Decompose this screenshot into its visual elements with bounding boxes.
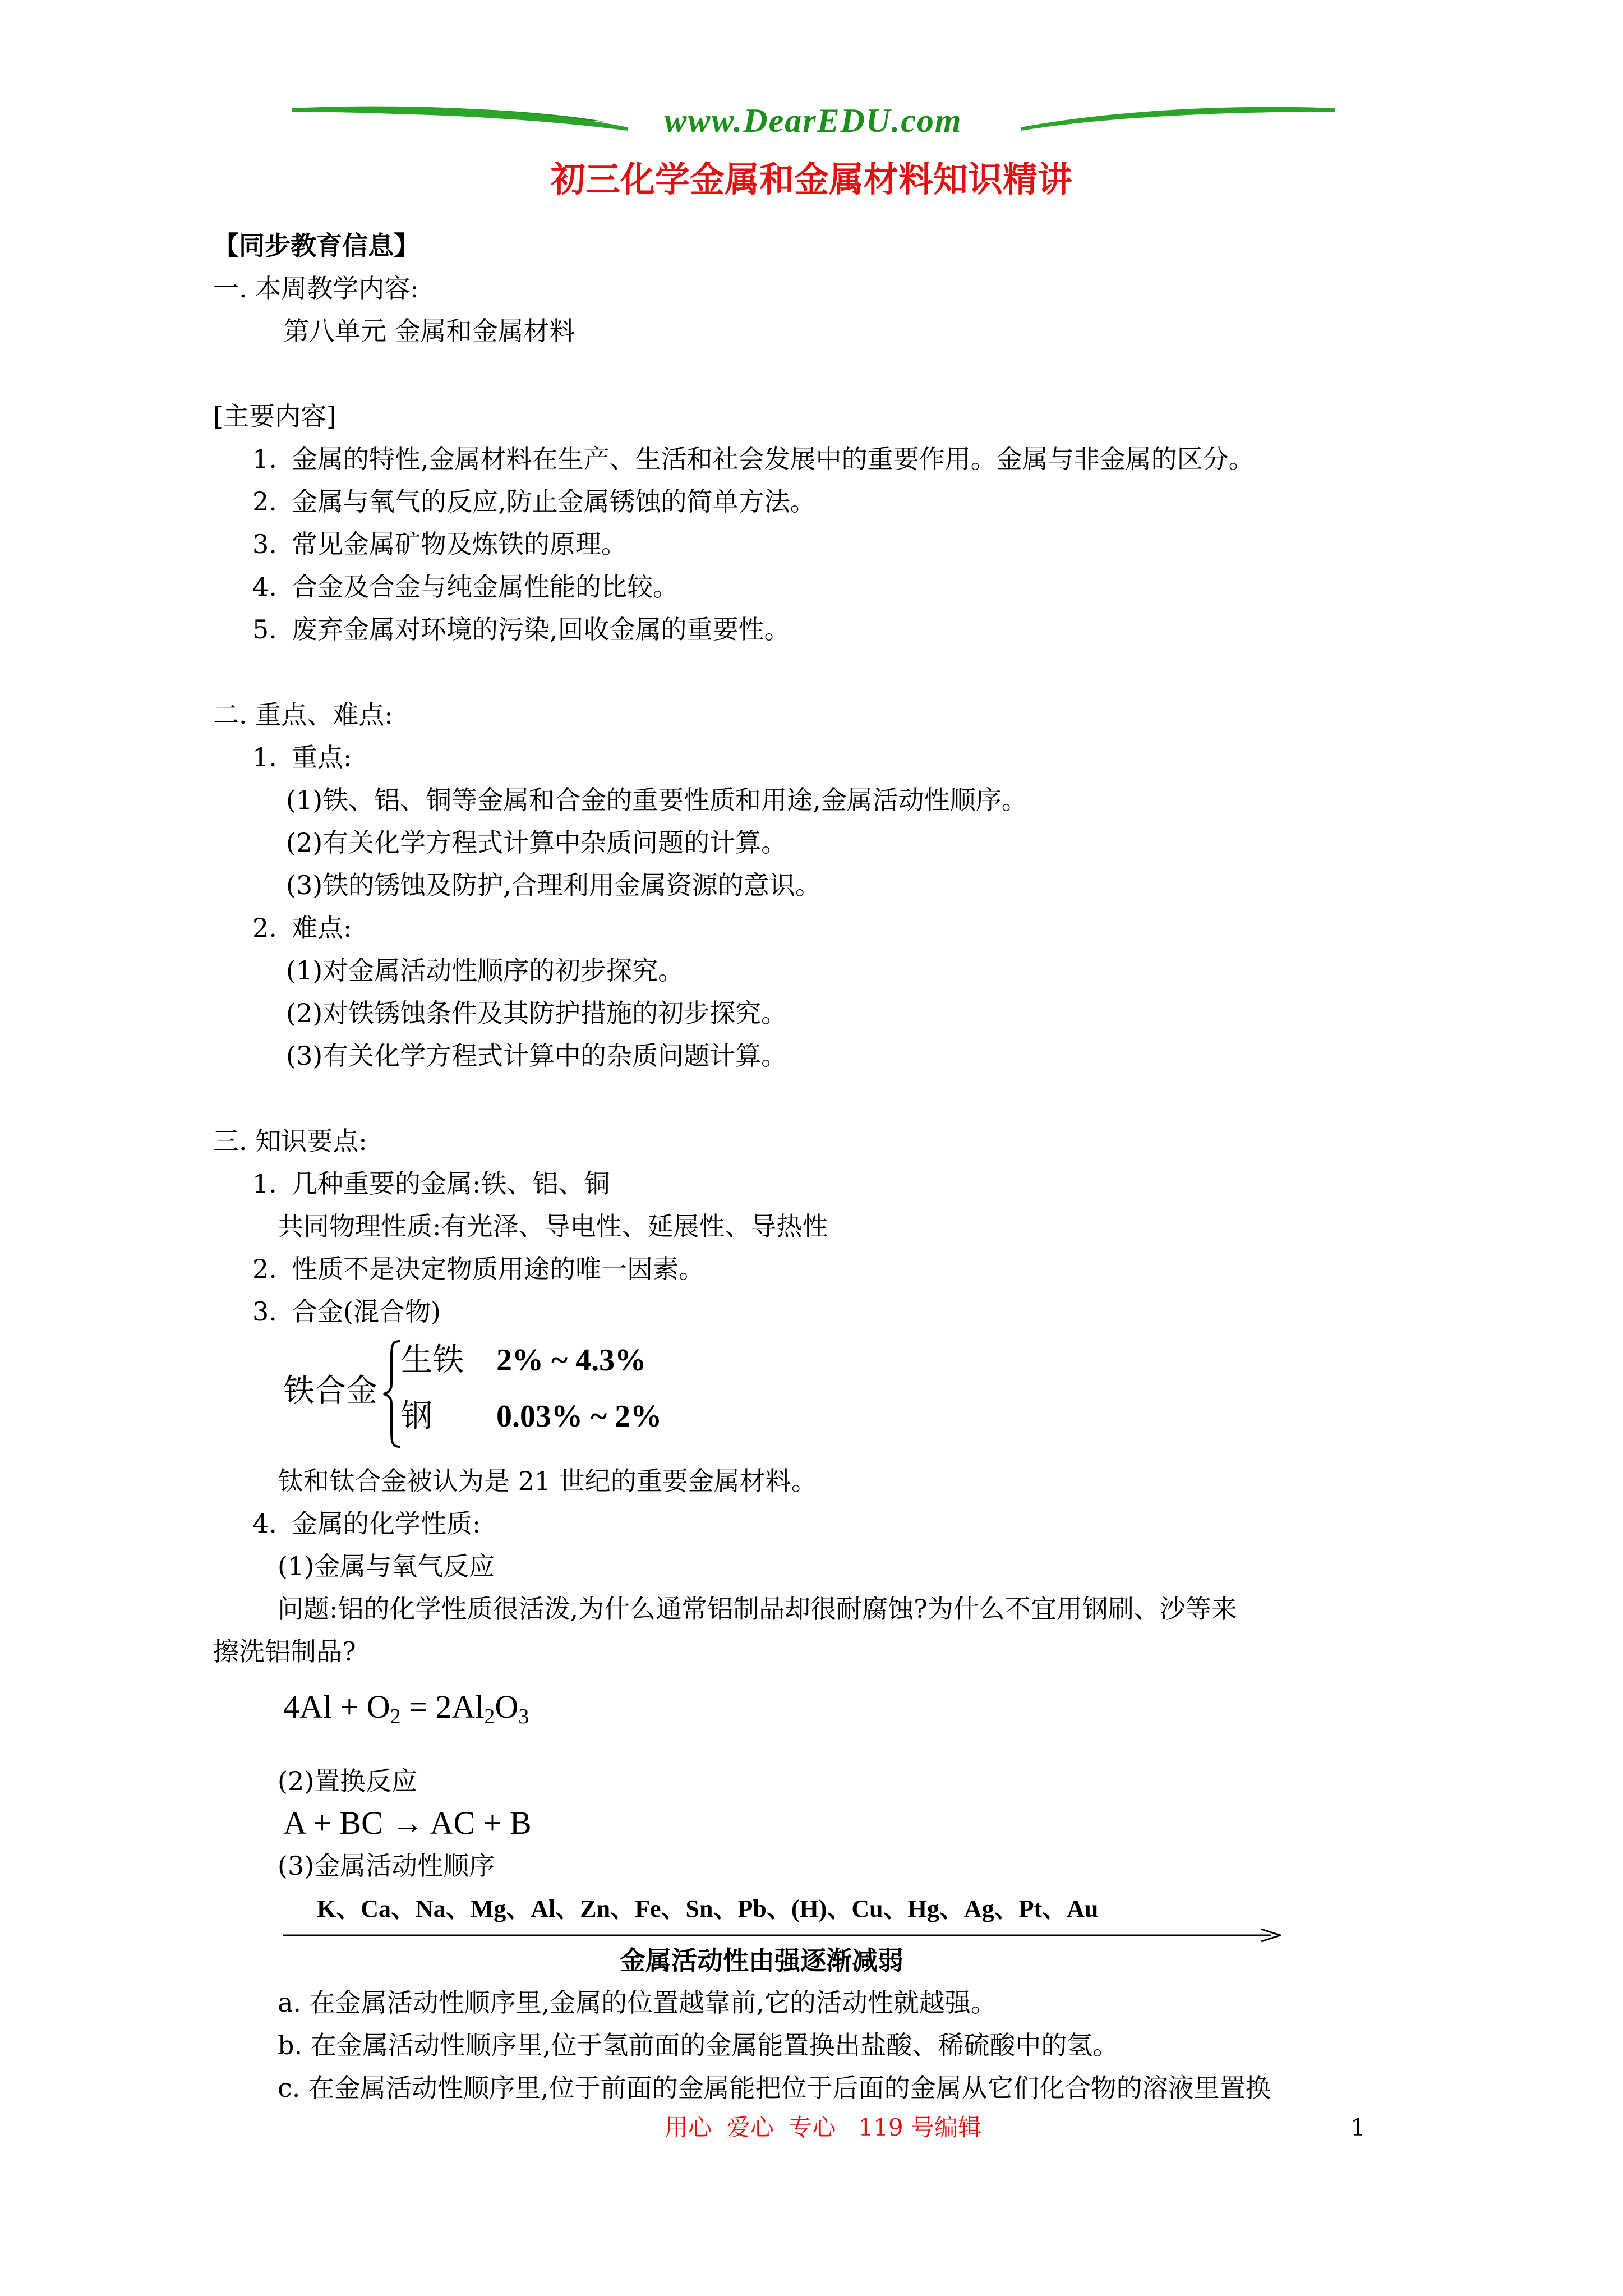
alloy-row-steel [401, 1397, 662, 1436]
equation-part: = 2Al [400, 1688, 485, 1725]
list-item: (1)铁、铝、铜等金属和合金的重要性质和用途,金属活动性顺序。 [286, 785, 1027, 815]
aluminum-oxidation-equation [283, 1687, 529, 1727]
alloy-row-value: 2% ~ 4.3% [496, 1343, 647, 1378]
equation-subscript: 3 [518, 1705, 529, 1728]
list-item [252, 1167, 610, 1200]
list-number: 4. [252, 572, 277, 602]
list-number: 3. [252, 529, 277, 559]
list-item-text: 性质不是决定物质用途的唯一因素。 [292, 1254, 704, 1284]
list-item: (3)铁的锈蚀及防护,合理利用金属资源的意识。 [286, 870, 821, 900]
document-title: 初三化学金属和金属材料知识精讲 [550, 159, 1072, 200]
list-number: 4. [252, 1508, 277, 1539]
activity-series-caption: 金属活动性由强逐渐减弱 [620, 1945, 903, 1976]
sub-heading: (1)金属与氧气反应 [278, 1551, 495, 1581]
list-item: (2)对铁锈蚀条件及其防护措施的初步探究。 [286, 998, 787, 1028]
activity-series-metals: K、Ca、Na、Mg、Al、Zn、Fe、Sn、Pb、(H)、Cu、Hg、Ag、Pt、Au [317, 1895, 1099, 1922]
list-number: 3. [252, 1296, 277, 1327]
list-item-text: 常见金属矿物及炼铁的原理。 [292, 529, 627, 559]
rule-item: a. 在金属活动性顺序里,金属的位置越靠前,它的活动性就越强。 [278, 1987, 997, 2018]
list-number: 2. [252, 913, 277, 943]
list-item-text: 合金(混合物) [292, 1296, 441, 1327]
section-heading-1: 一. 本周教学内容: [213, 273, 419, 303]
equation-part: O [495, 1688, 519, 1725]
list-item [252, 485, 816, 518]
list-item: (1)对金属活动性顺序的初步探究。 [286, 955, 684, 986]
list-number: 1. [252, 742, 277, 772]
list-item [252, 613, 790, 646]
page-number: 1 [1350, 2114, 1366, 2141]
iron-alloy-formula [283, 1338, 709, 1450]
list-item [252, 1252, 704, 1286]
list-item [252, 527, 627, 561]
equation-part: 4Al + O [283, 1688, 390, 1725]
list-number: 5. [252, 614, 277, 645]
list-item [252, 570, 679, 604]
alloy-name: 铁合金 [283, 1373, 377, 1409]
list-item: (3)有关化学方程式计算中的杂质问题计算。 [286, 1041, 787, 1071]
site-logo-banner [292, 98, 1335, 143]
section-heading-2: 二. 重点、难点: [213, 700, 393, 730]
list-item-text: 重点: [292, 742, 352, 772]
list-item-text: 金属与氧气的反应,防止金属锈蚀的简单方法。 [292, 486, 816, 517]
site-url[interactable]: www.DearEDU.com [664, 102, 962, 139]
titanium-note: 钛和钛合金被认为是 21 世纪的重要金属材料。 [278, 1466, 817, 1496]
rule-item: c. 在金属活动性顺序里,位于前面的金属能把位于后面的金属从它们化合物的溶液里置换 [278, 2073, 1271, 2103]
list-item-text: 几种重要的金属:铁、铝、铜 [292, 1168, 610, 1199]
main-content-heading: [主要内容] [213, 401, 336, 431]
list-item-text: 废弃金属对环境的污染,回收金属的重要性。 [292, 614, 790, 645]
alloy-row-label: 钢 [401, 1398, 432, 1434]
list-item [252, 442, 1255, 476]
sub-heading: (2)置换反应 [278, 1766, 418, 1796]
question-text: 问题:铝的化学性质很活泼,为什么通常铝制品却很耐腐蚀?为什么不宜用钢刷、沙等来 [278, 1594, 1237, 1624]
list-number: 2. [252, 486, 277, 517]
page-footer: 用心 爱心 专心 119 号编辑 [665, 2114, 981, 2141]
equation-subscript: 2 [484, 1705, 495, 1728]
list-item [252, 1295, 441, 1328]
list-item-text: 合金及合金与纯金属性能的比较。 [292, 572, 679, 602]
list-item-text: 难点: [292, 913, 352, 943]
alloy-row-value: 0.03% ~ 2% [496, 1399, 662, 1434]
list-item [252, 1507, 481, 1540]
list-item-text: 金属的化学性质: [292, 1508, 481, 1539]
section-heading-3: 三. 知识要点: [213, 1126, 367, 1156]
sub-heading: (3)金属活动性顺序 [278, 1851, 495, 1881]
list-number: 2. [252, 1254, 277, 1284]
list-number: 1. [252, 1168, 277, 1199]
curly-brace-icon [381, 1338, 404, 1450]
section-sync-info: 【同步教育信息】 [213, 231, 419, 261]
right-arrow-icon [283, 1927, 1281, 1944]
question-text: 擦洗铝制品? [213, 1636, 356, 1667]
list-item-detail: 共同物理性质:有光泽、导电性、延展性、导热性 [278, 1211, 828, 1241]
difficult-points-heading [252, 911, 352, 945]
list-item-text: 金属的特性,金属材料在生产、生活和社会发展中的重要作用。金属与非金属的区分。 [292, 444, 1255, 474]
rule-item: b. 在金属活动性顺序里,位于氢前面的金属能置换出盐酸、稀硫酸中的氢。 [278, 2030, 1119, 2060]
list-number: 1. [252, 444, 277, 474]
unit-title: 第八单元 金属和金属材料 [283, 316, 575, 346]
displacement-equation: A + BC → AC + B [283, 1805, 532, 1841]
key-points-heading [252, 740, 352, 774]
alloy-row-pig-iron [401, 1341, 646, 1380]
list-item: (2)有关化学方程式计算中杂质问题的计算。 [286, 827, 787, 858]
equation-subscript: 2 [390, 1705, 401, 1728]
alloy-row-label: 生铁 [401, 1342, 464, 1378]
